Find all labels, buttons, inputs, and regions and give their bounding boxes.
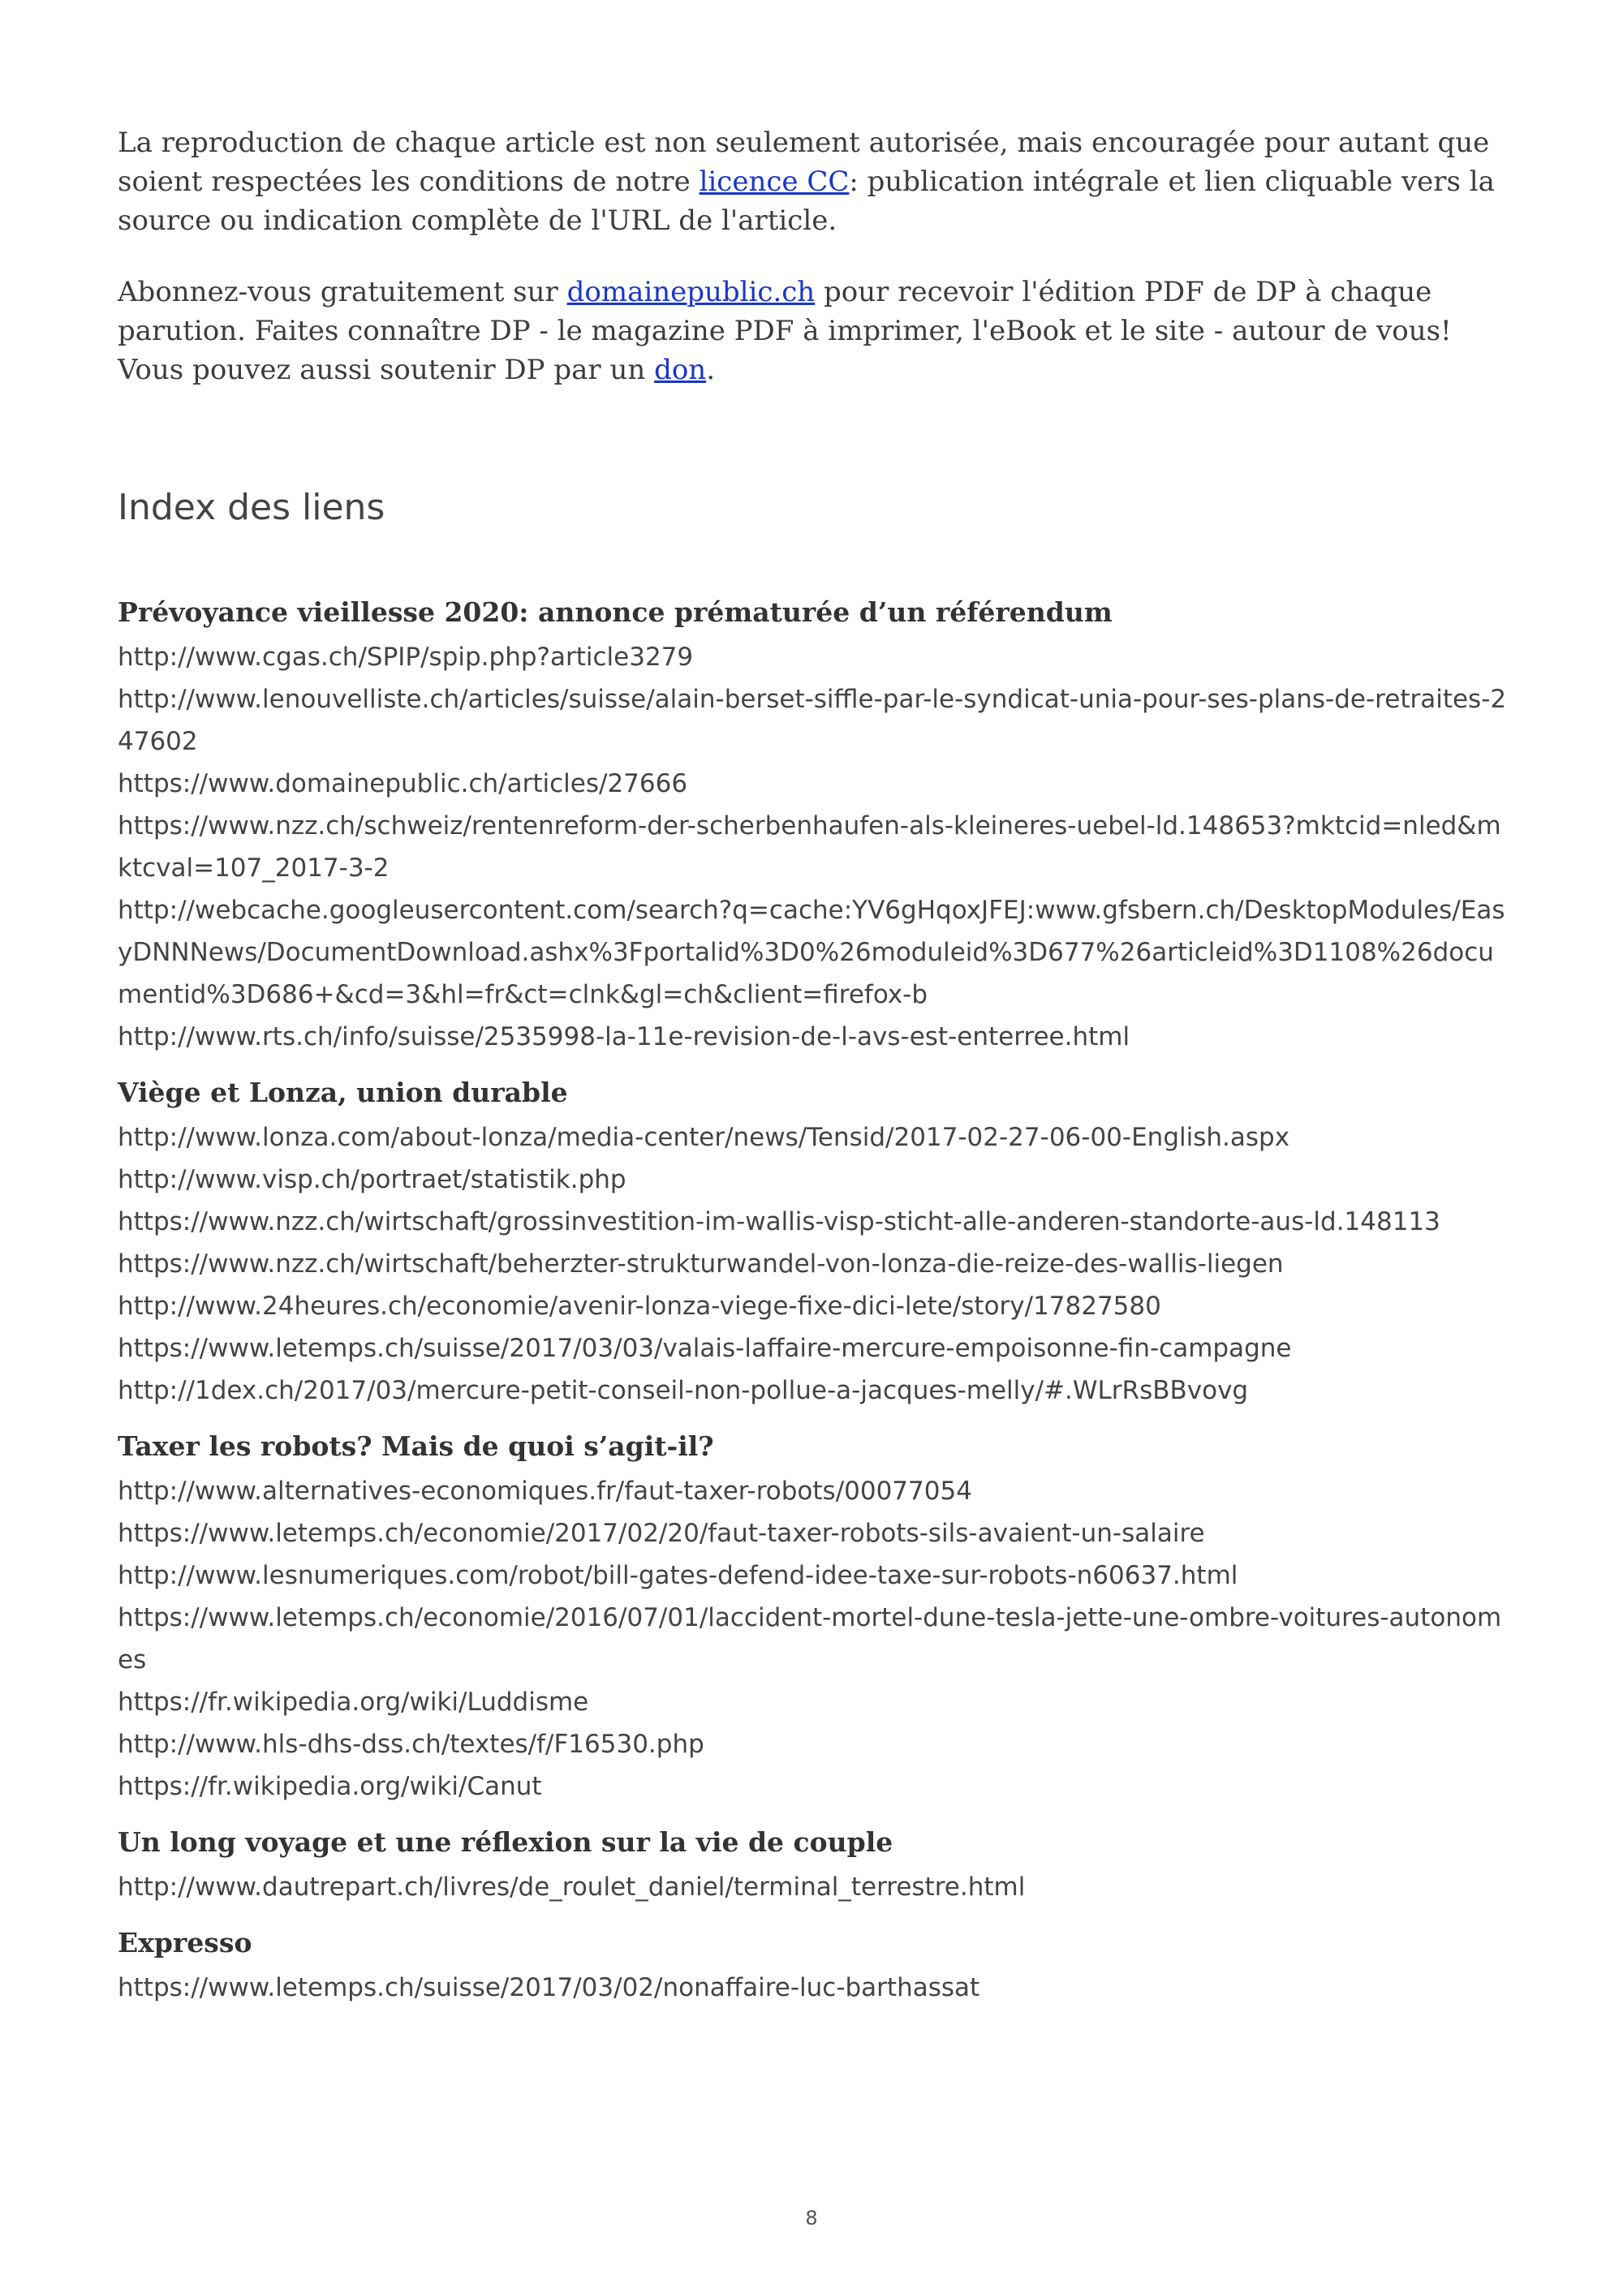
link-url[interactable]: http://www.visp.ch/portraet/statistik.php (118, 1165, 626, 1194)
link-url[interactable]: http://www.rts.ch/info/suisse/2535998-la-11e-revision-de-l-avs-est-enterree.html (118, 1022, 1130, 1051)
link-url[interactable]: http://1dex.ch/2017/03/mercure-petit-conseil-non-pollue-a-jacques-melly/#.WLrRsBBvovg (118, 1376, 1249, 1405)
section-title: Un long voyage et une réflexion sur la vie de couple (118, 1826, 893, 1858)
domainepublic-link[interactable]: domainepublic.ch (566, 276, 816, 308)
reproduction-text-end: : publication intégrale et lien cliquable vers la source ou indication complète de l'URL de l'article. (118, 166, 1495, 237)
link-section (118, 1824, 1513, 1908)
reproduction-text-start: La reproduction de chaque article est non seulement autorisée, mais encouragée pour autant que soient respectées les conditions de notre (118, 127, 1490, 198)
section-title: Viège et Lonza, union durable (118, 1077, 568, 1108)
link-url[interactable]: http://www.lonza.com/about-lonza/media-center/news/Tensid/2017-02-27-06-00-English.aspx (118, 1123, 1290, 1152)
link-url[interactable]: http://webcache.googleusercontent.com/search?q=cache:YV6gHqoxJFEJ:www.gfsbern.ch/DesktopModules/EasyDNNNews/DocumentDownload.ashx%3Fportalid%3D0%26moduleid%3D677%26articleid%3D1108%26documentid%3D686+&cd=3&hl=fr&ct=clnk&gl=ch&client=firefox-b (118, 896, 1505, 1009)
link-url[interactable]: http://www.cgas.ch/SPIP/spip.php?article3279 (118, 643, 694, 672)
link-url[interactable]: http://www.dautrepart.ch/livres/de_roulet_daniel/terminal_terrestre.html (118, 1872, 1026, 1902)
subscribe-text-end: . (706, 354, 716, 386)
link-url[interactable]: http://www.lenouvelliste.ch/articles/suisse/alain-berset-siffle-par-le-syndicat-unia-pour-ses-plans-de-retraites-247602 (118, 685, 1507, 756)
link-url[interactable]: https://fr.wikipedia.org/wiki/Canut (118, 1772, 542, 1801)
subscribe-paragraph (118, 273, 1513, 389)
link-url[interactable]: https://www.letemps.ch/suisse/2017/03/03/valais-laffaire-mercure-empoisonne-fin-campagne (118, 1334, 1292, 1363)
index-title: Index des liens (118, 487, 385, 528)
section-title: Taxer les robots? Mais de quoi s’agit-il? (118, 1430, 714, 1462)
link-url[interactable]: https://fr.wikipedia.org/wiki/Luddisme (118, 1688, 589, 1717)
link-url[interactable]: https://www.letemps.ch/economie/2017/02/20/faut-taxer-robots-sils-avaient-un-salaire (118, 1519, 1205, 1548)
section-title: Prévoyance vieillesse 2020: annonce prématurée d’un référendum (118, 596, 1113, 628)
link-section (118, 1428, 1513, 1808)
link-url[interactable]: http://www.alternatives-economiques.fr/faut-taxer-robots/00077054 (118, 1477, 972, 1506)
link-url[interactable]: https://www.nzz.ch/wirtschaft/grossinvestition-im-wallis-visp-sticht-alle-anderen-standorte-aus-ld.148113 (118, 1207, 1440, 1236)
links-index (118, 594, 1513, 2009)
link-url[interactable]: http://www.hls-dhs-dss.ch/textes/f/F16530.php (118, 1730, 704, 1759)
licence-cc-link[interactable]: licence CC (699, 166, 850, 198)
link-url[interactable]: https://www.letemps.ch/suisse/2017/03/02/nonaffaire-luc-barthassat (118, 1973, 980, 2002)
link-section (118, 1074, 1513, 1412)
section-title: Expresso (118, 1927, 252, 1958)
subscribe-text-middle: pour recevoir l'édition PDF de DP à chaque parution. Faites connaître DP - le magazine PDF à imprimer, l'eBook et le site - autour de vous! Vous pouvez aussi soutenir DP par un (118, 276, 1452, 386)
link-url[interactable]: https://www.nzz.ch/wirtschaft/beherzter-strukturwandel-von-lonza-die-reize-des-wallis-liegen (118, 1249, 1284, 1279)
link-url[interactable]: https://www.domainepublic.ch/articles/27666 (118, 769, 688, 798)
link-section (118, 1924, 1513, 2009)
document-page (118, 123, 1513, 2025)
link-url[interactable]: https://www.letemps.ch/economie/2016/07/01/laccident-mortel-dune-tesla-jette-une-ombre-voitures-autonomes (118, 1603, 1502, 1675)
link-section (118, 594, 1513, 1058)
link-url[interactable]: http://www.lesnumeriques.com/robot/bill-gates-defend-idee-taxe-sur-robots-n60637.html (118, 1561, 1238, 1590)
don-link[interactable]: don (654, 354, 707, 386)
link-url[interactable]: http://www.24heures.ch/economie/avenir-lonza-viege-fixe-dici-lete/story/17827580 (118, 1292, 1161, 1321)
link-url[interactable]: https://www.nzz.ch/schweiz/rentenreform-der-scherbenhaufen-als-kleineres-uebel-ld.148653?mktcid=nled&mktcval=107_2017-3-2 (118, 811, 1501, 883)
page-number: 8 (805, 2207, 818, 2229)
subscribe-text-start: Abonnez-vous gratuitement sur (118, 276, 567, 308)
reproduction-paragraph (118, 123, 1513, 240)
